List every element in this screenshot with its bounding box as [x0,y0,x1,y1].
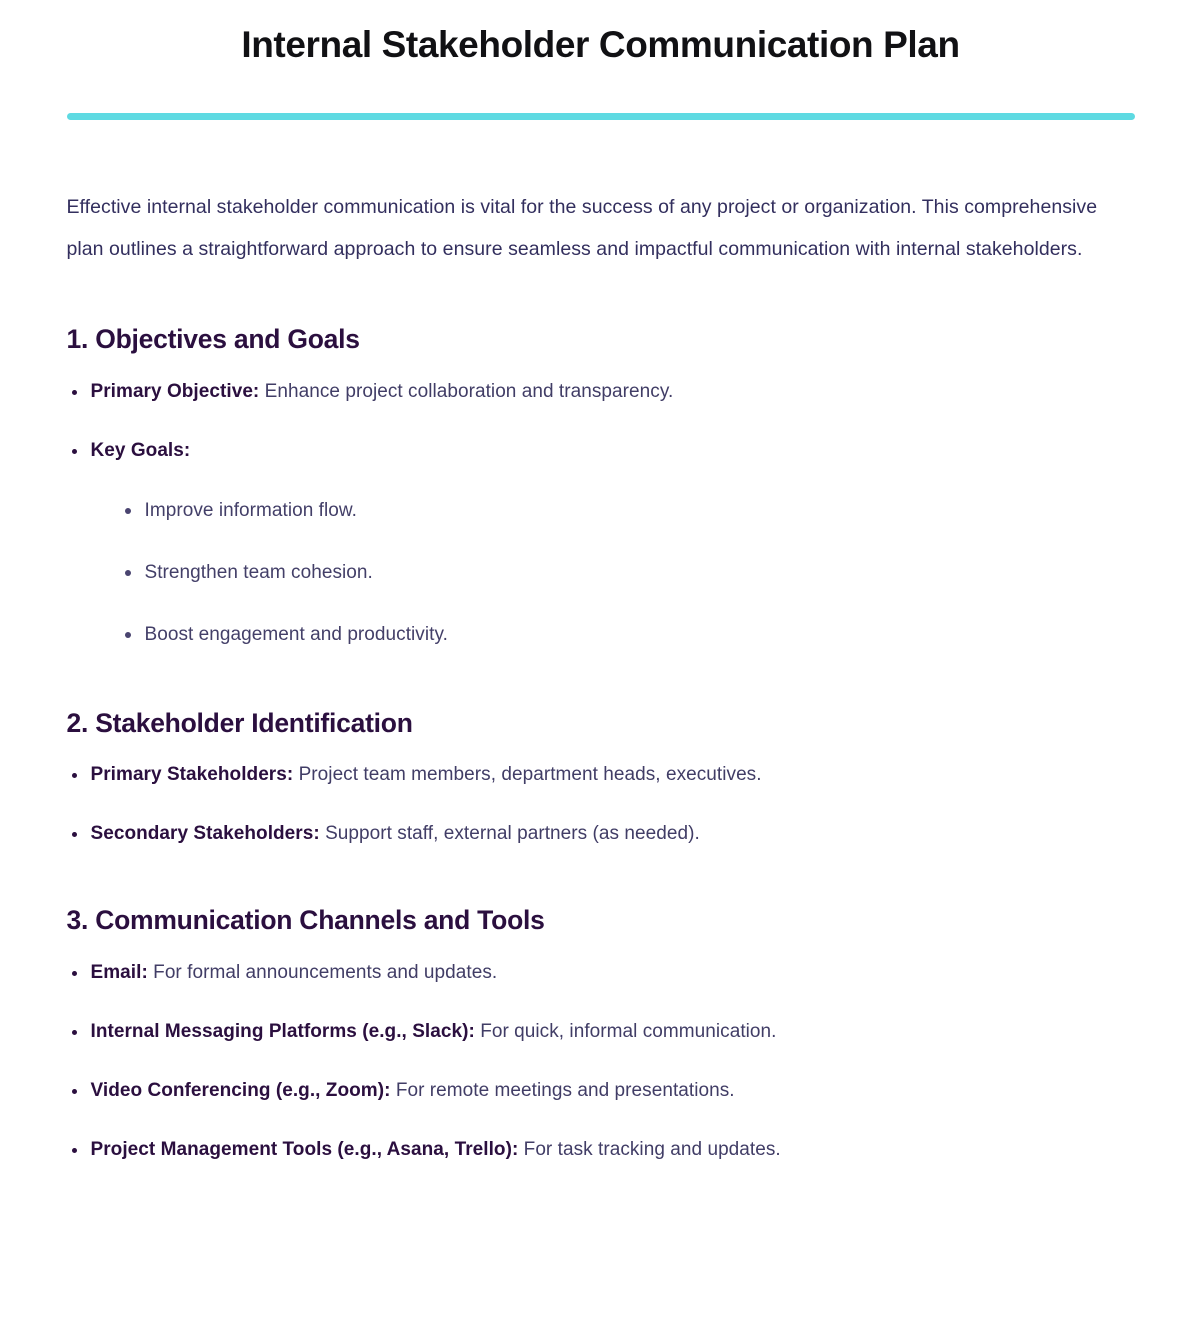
section-heading-3: 3. Communication Channels and Tools [66,905,545,936]
sub-list-item: Strengthen team cohesion. [119,560,1135,586]
section-heading-2: 2. Stakeholder Identification [66,707,413,738]
list-item-text: For quick, informal communication. [474,1020,777,1042]
section-objectives-and-goals [67,322,1135,647]
intro-paragraph: Effective internal stakeholder communication is vital for the success of any project or organization. This comprehensive plan outlines a straightforward approach to ensure seamless and impactful communication with internal stakeholders. [66,196,1098,261]
list-item-label: Internal Messaging Platforms (e.g., Slack): [90,1020,475,1042]
list-item [67,960,1135,986]
list-item [67,1019,1135,1045]
list-item-text: Project team members, department heads, executives. [293,764,762,786]
list-item [67,821,1135,847]
section-stakeholder-identification [67,706,1135,847]
list-item-text: Support staff, external partners (as needed). [319,823,700,845]
sub-list-item: Boost engagement and productivity. [119,622,1135,648]
list-item-label: Primary Objective: [90,380,260,402]
list-item-text: For formal announcements and updates. [147,961,498,983]
list-item [67,1078,1135,1104]
section-heading-1: 1. Objectives and Goals [66,324,360,355]
list-item-text: For task tracking and updates. [518,1138,781,1160]
section-3-bullet-list [67,960,1135,1163]
list-item-label: Video Conferencing (e.g., Zoom): [90,1079,391,1101]
list-item [67,379,1135,405]
list-item-label: Email: [90,961,148,983]
section-1-sub-bullet-list [91,498,1135,648]
section-1-bullet-list [67,379,1135,648]
title-accent-divider [67,113,1135,120]
list-item-text: Enhance project collaboration and transparency. [259,380,674,402]
document-content [67,0,1135,1163]
list-item [67,1137,1135,1163]
page-title: Internal Stakeholder Communication Plan [241,24,960,65]
list-item-label: Key Goals: [90,439,191,461]
list-item [67,762,1135,788]
list-item-label: Primary Stakeholders: [90,764,294,786]
list-item-text: For remote meetings and presentations. [390,1079,735,1101]
list-item [67,438,1135,648]
section-communication-channels-and-tools [67,903,1135,1162]
sub-list-item: Improve information flow. [119,498,1135,524]
section-2-bullet-list [67,762,1135,847]
list-item-label: Secondary Stakeholders: [90,823,320,845]
list-item-label: Project Management Tools (e.g., Asana, Trello): [90,1138,519,1160]
